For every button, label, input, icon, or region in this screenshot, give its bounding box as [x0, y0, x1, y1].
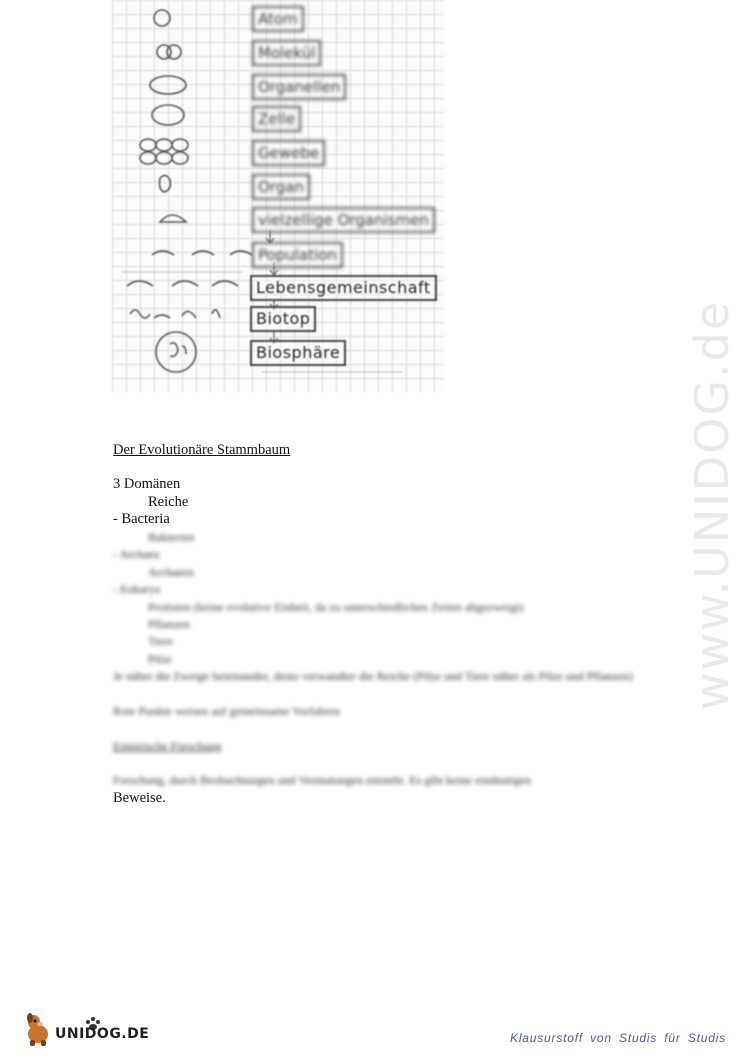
level-box-atom: Atom [252, 6, 304, 32]
text-line-eukarya: - Eukarya [113, 582, 160, 596]
watermark-text: www.UNIDOG.de [685, 299, 739, 711]
text-line-archaeen: Archaeen [148, 565, 194, 579]
text-line-bakterien: Bakterien [148, 530, 195, 544]
level-box-cell: Zelle [252, 106, 301, 132]
cell-doodle [152, 105, 184, 125]
text-line-tiere: Tiere [148, 634, 173, 648]
organ-doodle [160, 175, 171, 192]
level-box-biosphere: Biosphäre [250, 340, 346, 366]
paragraph-research-end: Beweise. [113, 790, 166, 806]
level-box-organisms: vielzellige Organismen [252, 207, 435, 233]
level-box-population: Population [252, 242, 343, 268]
text-line-kingdoms: Reiche [148, 494, 189, 510]
text-line-domains: 3 Domänen [113, 476, 181, 492]
section-heading: Der Evolutionäre Stammbaum [113, 442, 291, 458]
level-box-organelles: Organellen [252, 74, 346, 100]
level-box-organ: Organ [252, 174, 310, 200]
level-box-biotope: Biotop [250, 306, 316, 332]
atom-doodle [154, 10, 170, 26]
paragraph-research-blurred: Forschung, durch Beobachtungen und Vermutungen entsteht. Es gibt keine eindeutigen [113, 773, 532, 787]
subheading-research: Empirische Forschung [113, 739, 222, 753]
level-box-molecule: Molekül [252, 40, 321, 66]
text-line-pflanzen: Pflanzen [148, 617, 190, 631]
tissue-doodle [140, 139, 188, 164]
population-doodle [152, 251, 252, 255]
organelle-doodle [150, 76, 186, 94]
text-line-archaea: - Archaea [113, 547, 160, 561]
level-box-tissue: Gewebe [252, 140, 325, 166]
dog-mascot-icon [27, 1013, 48, 1046]
biosphere-doodle [156, 332, 196, 372]
biotope-doodle [130, 310, 220, 318]
paragraph-relationship: Je näher die Zweige beieinander, desto verwandter die Reiche (Pilze und Tiere näher als Pilze und Pflanzen) [113, 669, 633, 683]
footer-tagline: Klausurstoff von Studis für Studis [510, 1031, 726, 1045]
text-line-protisten: Protisten (keine evolutive Einheit, da zu unterschiedlichen Zeiten abgezweigt) [148, 600, 524, 614]
organism-doodle [160, 215, 186, 222]
paragraph-ancestors: Rote Punkte weisen auf gemeinsame Vorfahren [113, 704, 341, 718]
text-line-bacteria: - Bacteria [113, 511, 170, 527]
level-box-community: Lebensgemeinschaft [250, 275, 437, 301]
community-doodle [127, 281, 238, 286]
logo-wordmark[interactable]: UNIDOG.DE [55, 1026, 150, 1042]
sketch-diagram [112, 0, 444, 392]
text-line-pilze: Pilze [148, 652, 172, 666]
